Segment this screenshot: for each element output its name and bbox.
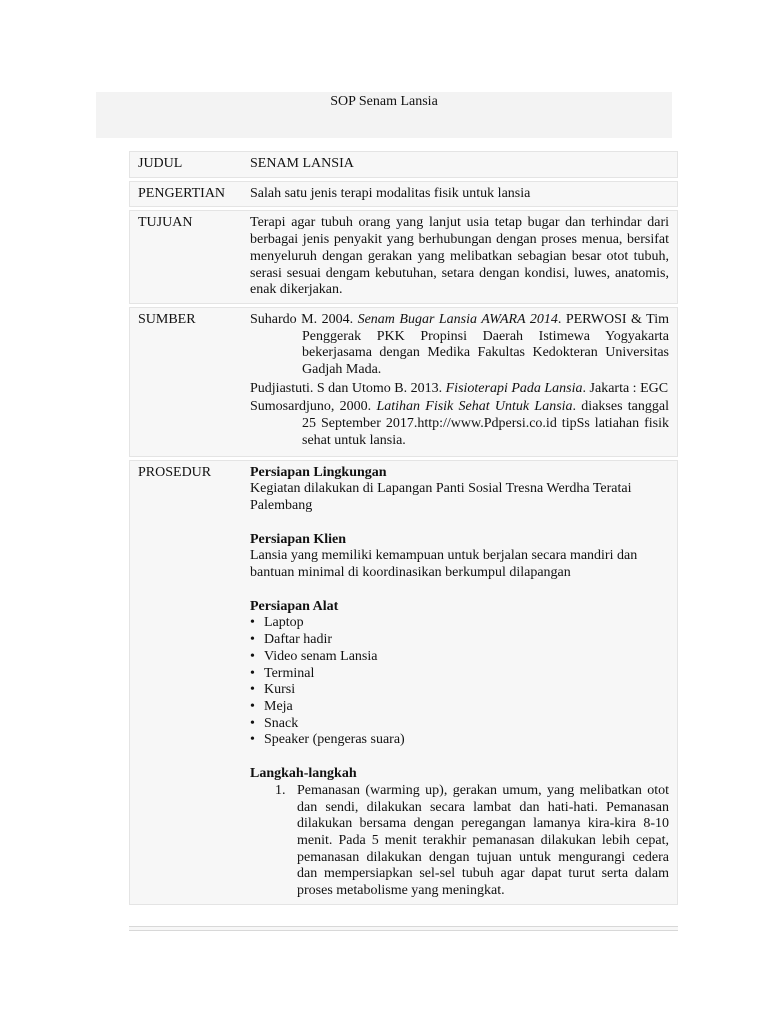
reference-publisher: . PERWOSI & Tim Penggerak PKK Propinsi Daerah Istimewa Yogyakarta bekerjasama dengan Medika Fakultas Kedokteran Universitas Gadjah Mada. (302, 311, 669, 378)
bullet-icon: • (250, 632, 255, 648)
bullet-icon: • (250, 732, 255, 748)
bullet-icon: • (250, 698, 255, 714)
row-judul (129, 151, 678, 178)
reference-publisher: . Jakarta : EGC (582, 380, 669, 396)
bullet-icon: • (250, 665, 255, 681)
step-text: Pemanasan (warming up), gerakan umum, yang melibatkan otot dan sendi, dilakukan secara lambat dan hati-hati. Pemanasan dilakukan bersama dengan peregangan lamanya kira-kira 8-10 menit. Pada 5 menit terakhir pemanasan dilakukan lebih cepat, pemanasan dilakukan dengan tujuan untuk mengurangi cedera dan mempersiapkan sel-sel tubuh agar dapat turut serta dalam proses metabolisme yang meningkat. (297, 782, 669, 899)
section-title: Persiapan Klien (250, 531, 347, 547)
document-title: SOP Senam Lansia (330, 94, 438, 109)
section-title: Langkah-langkah (250, 766, 357, 782)
reference-list (245, 308, 677, 456)
list-item (250, 615, 669, 632)
row-tujuan (129, 210, 678, 304)
section-klien (250, 532, 669, 582)
list-item (250, 732, 669, 749)
bullet-icon: • (250, 615, 255, 631)
section-alat (250, 599, 669, 749)
section-lingkungan (250, 465, 669, 515)
step-number: 1. (275, 782, 286, 798)
list-item-label: Speaker (pengeras suara) (264, 732, 405, 748)
bullet-icon: • (250, 715, 255, 731)
row-value: Terapi agar tubuh orang yang lanjut usia tetap bugar dan terhindar dari berbagai jenis penyakit yang berhubungan dengan proses menua, bersifat menyeluruh dengan gerakan yang melibatkan sebagian besar otot tubuh, serasi sesuai dengam kebutuhan, setara dengan kondisi, luwes, anatomis, enak dikerjakan. (250, 215, 669, 298)
section-title: Persiapan Alat (250, 598, 339, 614)
section-text: Lansia yang memiliki kemampuan untuk berjalan secara mandiri dan bantuan minimal di koordinasikan berkumpul dilapangan (250, 548, 638, 581)
list-item-label: Snack (264, 715, 299, 731)
reference-author: Sumosardjuno, 2000. (250, 399, 377, 415)
sop-table (129, 151, 678, 905)
list-item-label: Kursi (264, 682, 296, 698)
row-sumber (129, 307, 678, 457)
step-item (275, 783, 669, 900)
list-item (250, 682, 669, 699)
row-label: TUJUAN (138, 215, 193, 231)
reference-item (250, 381, 669, 398)
list-item (250, 649, 669, 666)
section-title: Persiapan Lingkungan (250, 464, 387, 480)
row-label: PROSEDUR (138, 464, 212, 480)
reference-publisher: . diakses tanggal 25 September 2017.http://www.Pdpersi.co.id tipSs latiahan fisik sehat untuk lansia. (302, 399, 669, 448)
list-item-label: Laptop (264, 615, 304, 631)
section-langkah (250, 766, 669, 900)
row-value: SENAM LANSIA (250, 156, 354, 171)
reference-author: Suhardo M. 2004. (250, 311, 358, 327)
list-item-label: Terminal (264, 665, 315, 681)
list-item (250, 699, 669, 716)
row-prosedur (129, 460, 678, 905)
list-item (250, 632, 669, 649)
list-item-label: Daftar hadir (264, 632, 333, 648)
reference-author: Pudjiastuti. S dan Utomo B. 2013. (250, 380, 446, 396)
section-text: Kegiatan dilakukan di Lapangan Panti Sosial Tresna Werdha Teratai Palembang (250, 481, 632, 513)
reference-title: Senam Bugar Lansia AWARA 2014 (357, 311, 558, 327)
title-band (96, 92, 672, 138)
equipment-list (250, 615, 669, 749)
row-label: SUMBER (138, 311, 196, 327)
reference-item (250, 399, 669, 449)
list-item-label: Video senam Lansia (264, 648, 378, 664)
list-item (250, 666, 669, 683)
row-pengertian (129, 181, 678, 208)
reference-title: Latihan Fisik Sehat Untuk Lansia (376, 399, 573, 415)
procedure-content (245, 461, 677, 904)
reference-item (250, 312, 669, 379)
list-item-label: Meja (264, 698, 293, 714)
bullet-icon: • (250, 682, 255, 698)
list-item (250, 716, 669, 733)
row-label: JUDUL (138, 156, 183, 171)
table-bottom-edge (129, 926, 678, 931)
row-label: PENGERTIAN (138, 185, 226, 201)
row-value: Salah satu jenis terapi modalitas fisik untuk lansia (250, 185, 531, 201)
bullet-icon: • (250, 648, 255, 664)
reference-title: Fisioterapi Pada Lansia (445, 380, 583, 396)
